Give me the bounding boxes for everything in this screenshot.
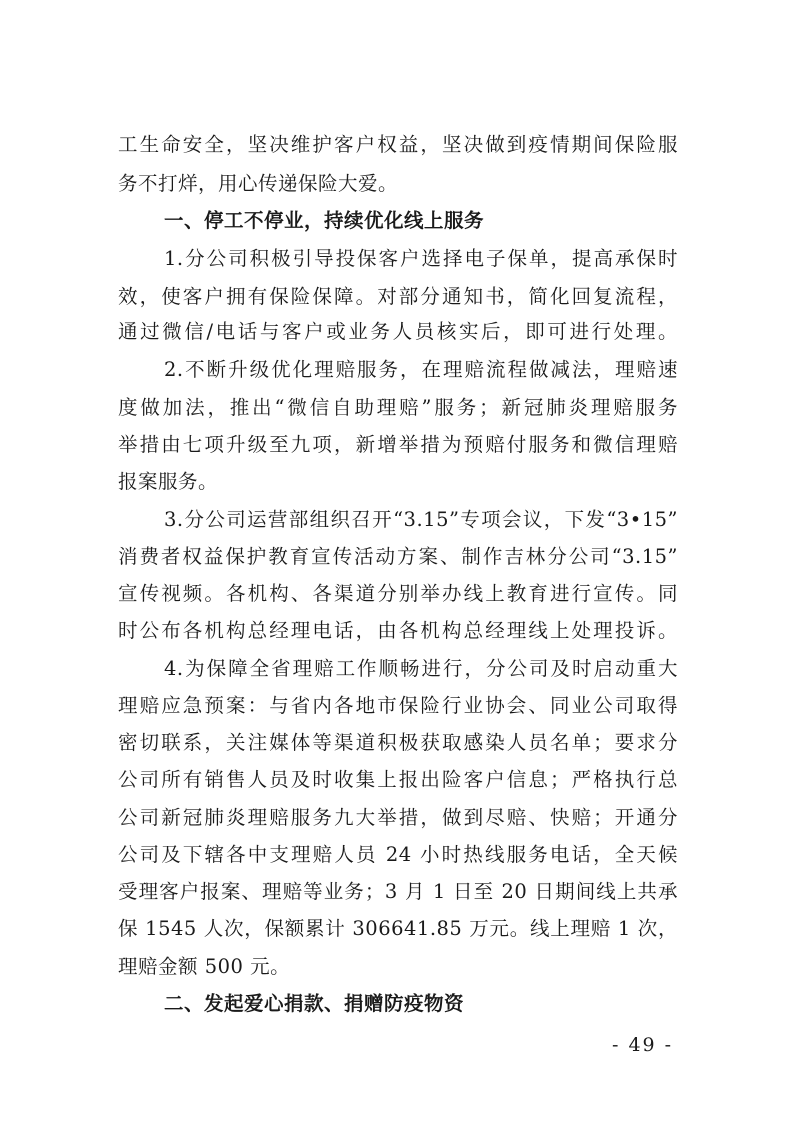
body-line: 消费者权益保护教育宣传活动方案、制作吉林分公司“3.15” — [118, 545, 678, 568]
body-line: 宣传视频。各机构、各渠道分别举办线上教育进行宣传。同 — [118, 582, 678, 605]
body-line: 公司所有销售人员及时收集上报出险客户信息；严格执行总 — [118, 768, 678, 791]
body-line: 理赔应急预案：与省内各地市保险行业协会、同业公司取得 — [118, 694, 678, 717]
body-line: 务不打烊，用心传递保险大爱。 — [118, 172, 399, 195]
body-line: 报案服务。 — [118, 470, 219, 493]
body-line: 度做加法，推出“微信自助理赔”服务；新冠肺炎理赔服务 — [118, 396, 678, 419]
body-line: 理赔金额 500 元。 — [118, 955, 291, 978]
page-number: - 49 - — [612, 1034, 674, 1056]
body-line: 公司及下辖各中支理赔人员 24 小时热线服务电话，全天候 — [118, 843, 678, 866]
body-line: 效，使客户拥有保险保障。对部分通知书，简化回复流程， — [118, 285, 678, 308]
paragraph-first-line: 2.不断升级优化理赔服务，在理赔流程做减法，理赔速 — [164, 358, 678, 381]
body-line: 工生命安全，坚决维护客户权益，坚决做到疫情期间保险服 — [118, 133, 678, 156]
section-heading: 一、停工不停业，持续优化线上服务 — [164, 209, 485, 232]
body-line: 密切联系，关注媒体等渠道积极获取感染人员名单；要求分 — [118, 731, 678, 754]
section-heading: 二、发起爱心捐款、捐赠防疫物资 — [164, 992, 465, 1015]
body-line: 时公布各机构总经理电话，由各机构总经理线上处理投诉。 — [118, 619, 678, 642]
paragraph-first-line: 1.分公司积极引导投保客户选择电子保单，提高承保时 — [164, 247, 678, 270]
body-line: 举措由七项升级至九项，新增举措为预赔付服务和微信理赔 — [118, 433, 678, 456]
body-line: 受理客户报案、理赔等业务；3 月 1 日至 20 日期间线上共承 — [118, 880, 678, 903]
body-line: 通过微信/电话与客户或业务人员核实后，即可进行处理。 — [118, 320, 678, 343]
body-line: 公司新冠肺炎理赔服务九大举措，做到尽赔、快赔；开通分 — [118, 806, 678, 829]
paragraph-first-line: 3.分公司运营部组织召开“3.15”专项会议，下发“3•15” — [164, 508, 678, 531]
body-line: 保 1545 人次，保额累计 306641.85 万元。线上理赔 1 次， — [118, 917, 678, 940]
paragraph-first-line: 4.为保障全省理赔工作顺畅进行，分公司及时启动重大 — [164, 657, 678, 680]
